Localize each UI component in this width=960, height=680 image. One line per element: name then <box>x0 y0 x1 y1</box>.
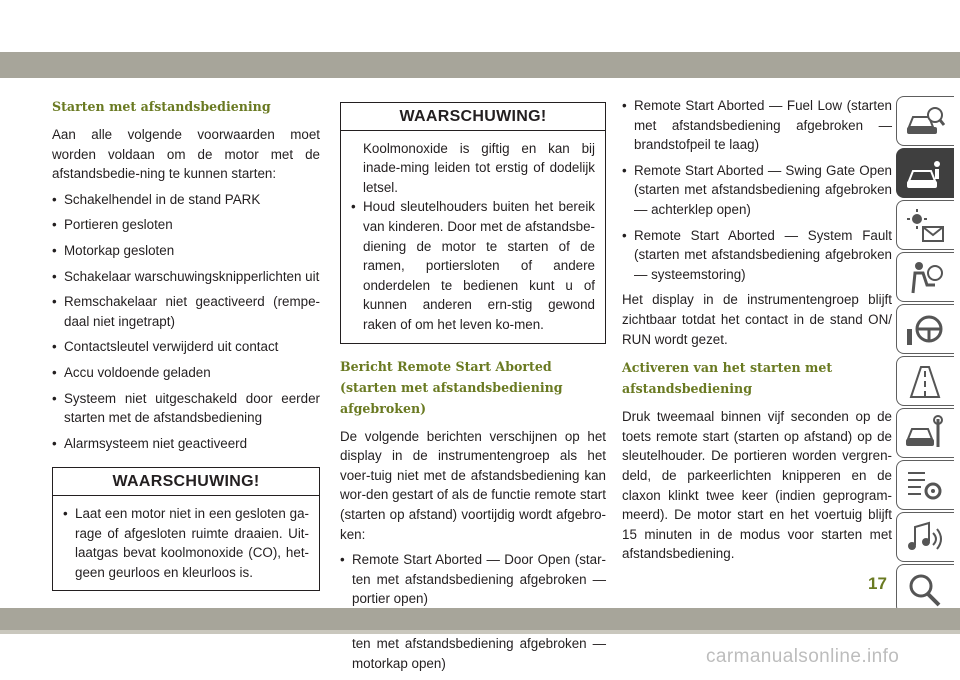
page-number: 17 <box>868 574 887 593</box>
car-info-icon <box>905 155 945 193</box>
section-heading-aborted: Bericht Remote Start Aborted (starten met afstandsbediening afgebroken) <box>340 358 563 416</box>
section-heading-remote-start: Starten met afstandsbediening <box>52 99 271 114</box>
multimedia-icon <box>905 519 945 557</box>
tab-warning-lights[interactable] <box>896 200 954 250</box>
intro-paragraph: De volgende berichten verschijnen op het display in de instrumentengroep als het voer-tuig niet met de afstandsbediening kan wor-den gestart of als de functie remote start (starten op afstand) voortijdig wordt afgebro-ken: <box>340 428 606 542</box>
warning-light-message-icon <box>905 207 945 245</box>
list-item: • Contactsleutel verwijderd uit contact <box>52 337 320 357</box>
car-magnifier-icon <box>905 103 945 141</box>
list-item: • Remschakelaar niet geactiveerd (rempe-daal niet ingetrapt) <box>52 292 320 331</box>
warning-text: • Laat een motor niet in een gesloten ga-rage of afgesloten ruimte draaien. Uit-laatgas bevat koolmonoxide (CO), het-geen geurloos en kleurloos is. <box>63 504 309 582</box>
list-item: • Portieren gesloten <box>52 215 320 235</box>
warning-lead: Koolmonoxide is giftig en kan bij inade-ming leiden tot erstig of dodelijk letsel. <box>363 140 595 195</box>
specifications-gear-icon <box>905 467 945 505</box>
bottom-band-light <box>0 630 960 634</box>
search-icon <box>905 571 945 609</box>
list-item: • Remote Start Aborted — Fuel Low (starten met afstandsbediening afgebroken — brandstofpeil te laag) <box>622 96 892 155</box>
list-item: • Accu voldoende geladen <box>52 363 320 383</box>
tab-car-wrench[interactable] <box>896 408 954 458</box>
tab-search[interactable] <box>896 564 954 614</box>
column-middle <box>340 96 606 680</box>
warning-title: WAARSCHUWING! <box>341 103 605 131</box>
tab-airbag-seat[interactable] <box>896 252 954 302</box>
list-item: • Remote Start Aborted — Swing Gate Open (starten met afstandsbediening afgebroken — achterklep open) <box>622 161 892 220</box>
tab-steering-wheel[interactable] <box>896 304 954 354</box>
top-band <box>0 52 960 78</box>
list-item: • Schakelhendel in de stand PARK <box>52 190 320 210</box>
warning-body <box>53 496 319 590</box>
warning-box <box>52 467 320 591</box>
intro-paragraph: Aan alle volgende voorwaarden moet worden voldaan om de motor met de afstandsbedie-ning te kunnen starten: <box>52 127 320 182</box>
car-road-icon <box>905 363 945 401</box>
column-right <box>622 96 892 570</box>
list-item: • ten met afstandsbediening afgebroken — motorkap open) <box>340 615 606 674</box>
list-item: • Motorkap gesloten <box>52 241 320 261</box>
messages-list <box>622 96 892 284</box>
watermark: carmanualsonline.info <box>706 646 900 667</box>
list-item: • Alarmsysteem niet geactiveerd <box>52 434 320 454</box>
tab-specifications[interactable] <box>896 460 954 510</box>
list-item: • Remote Start Aborted — Door Open (star-ten met afstandsbediening afgebroken — portier open) <box>340 550 606 609</box>
conditions-list <box>52 190 320 454</box>
tab-car-magnifier[interactable] <box>896 96 954 146</box>
tab-multimedia[interactable] <box>896 512 954 562</box>
warning-body <box>341 131 605 343</box>
car-wrench-icon <box>905 415 945 453</box>
warning-bullet: • Houd sleutelhouders buiten het bereik van kinderen. Door met de afstandsbe-diening de motor te starten of de ramen, portiersloten of andere onderdelen te bedienen kunt u of kunnen anderen ern-stig gewond raken of om het leven ko-men. <box>351 197 595 334</box>
list-item: • Remote Start Aborted — System Fault (starten met afstandsbediening afgebroken — systeemstoring) <box>622 226 892 285</box>
tab-car-info[interactable] <box>896 148 954 198</box>
steering-wheel-icon <box>905 311 945 349</box>
section-heading-activate: Activeren van het starten met afstandsbediening <box>622 360 833 397</box>
bottom-band <box>0 608 960 630</box>
tab-car-road[interactable] <box>896 356 954 406</box>
warning-title: WAARSCHUWING! <box>53 468 319 496</box>
airbag-seat-icon <box>905 259 945 297</box>
list-item: • Schakelaar warschuwingsknipperlichten uit <box>52 267 320 287</box>
activate-paragraph: Druk tweemaal binnen vijf seconden op de toets remote start (starten op afstand) op de sleutelhouder. De portieren worden vergren-deld, de parkeerlichten knipperen en de claxon klinkt twee keer (indien geprogram-meerd). De motor start en het voertuig blijft 15 minuten in de modus voor starten met afstandsbediening. <box>622 409 892 562</box>
warning-box <box>340 102 606 344</box>
column-left <box>52 96 320 591</box>
list-item: • Systeem niet uitgeschakeld door eerder starten met de afstandsbediening <box>52 389 320 428</box>
display-paragraph: Het display in de instrumentengroep blijft zichtbaar totdat het contact in de stand ON/ RUN wordt gezet. <box>622 292 892 347</box>
